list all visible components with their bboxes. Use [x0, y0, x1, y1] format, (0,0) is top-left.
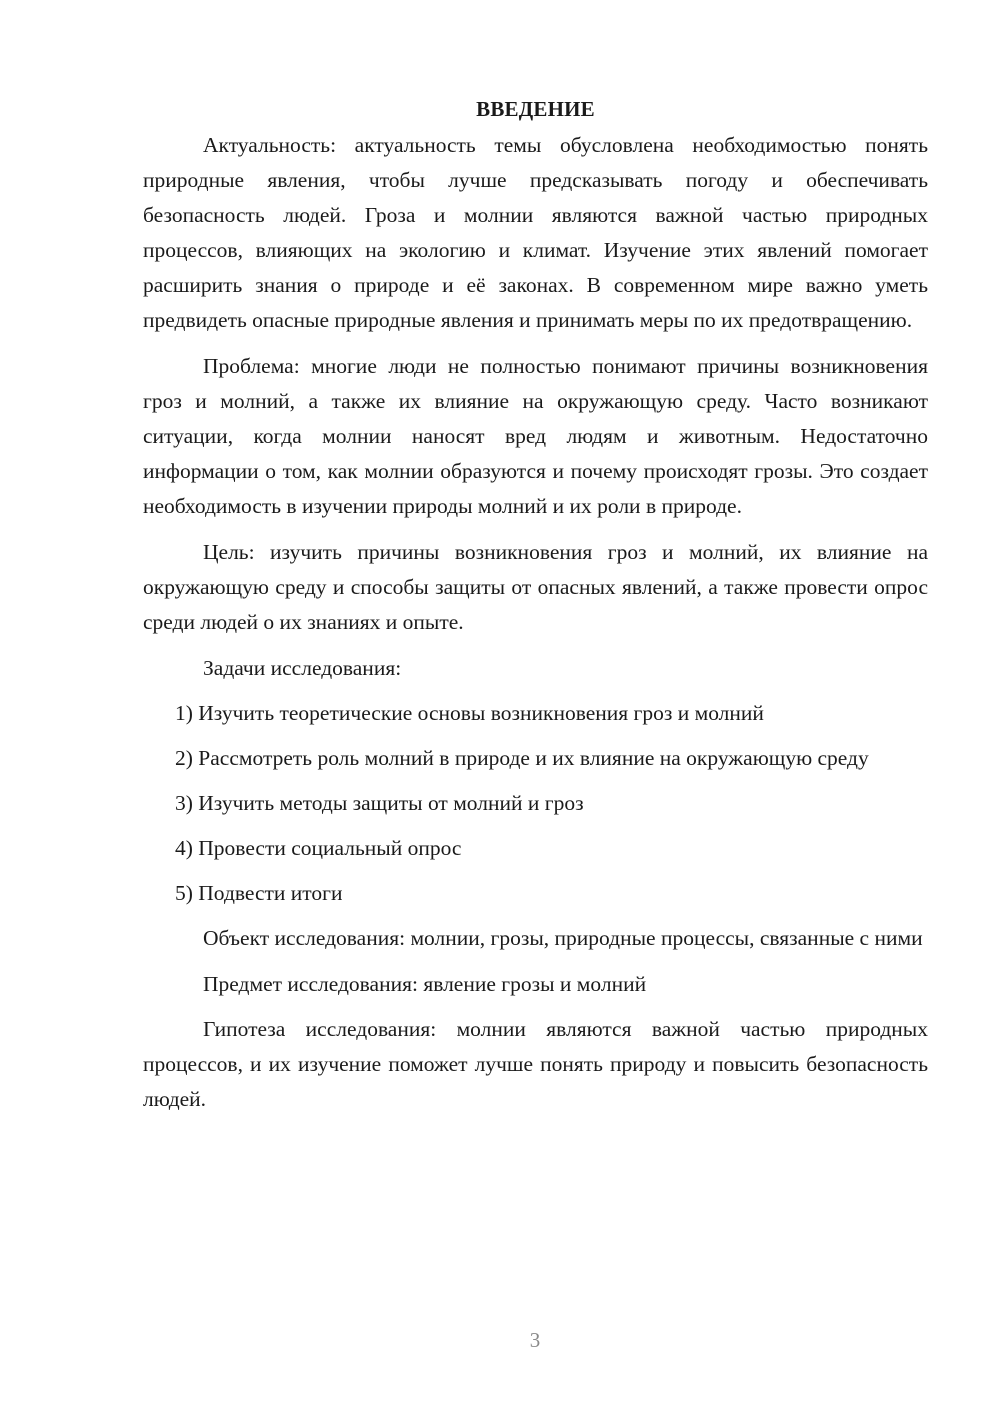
task-item: 1) Изучить теоретические основы возникновения гроз и молний: [175, 701, 764, 725]
tasks-heading: Задачи исследования:: [203, 656, 402, 680]
task-item: 5) Подвести итоги: [175, 881, 343, 905]
task-item: 4) Провести социальный опрос: [175, 836, 462, 860]
page-content: [143, 92, 928, 1128]
problem-paragraph: Проблема: многие люди не полностью понимают причины возникновения гроз и молний, а также их влияние на окружающую среду. Часто возникают ситуации, когда молнии наносят вред людям и животным. Недостаточно информации о том, как молнии образуются и почему происходят грозы. Это создает необходимость в изучении природы молний и их роли в природе.: [143, 354, 928, 518]
hypothesis-paragraph: Гипотеза исследования: молнии являются важной частью природных процессов, и их изучение поможет лучше понять природу и повысить безопасность людей.: [143, 1017, 928, 1111]
section-title: ВВЕДЕНИЕ: [476, 97, 595, 121]
object-paragraph: Объект исследования: молнии, грозы, природные процессы, связанные с ними: [203, 926, 923, 950]
relevance-paragraph: Актуальность: актуальность темы обусловлена необходимостью понять природные явления, чтобы лучше предсказывать погоду и обеспечивать безопасность людей. Гроза и молнии являются важной частью природных процессов, влияющих на экологию и климат. Изучение этих явлений помогает расширить знания о природе и её законах. В современном мире важно уметь предвидеть опасные природные явления и принимать меры по их предотвращению.: [143, 133, 928, 332]
goal-paragraph: Цель: изучить причины возникновения гроз и молний, их влияние на окружающую среду и способы защиты от опасных явлений, а также провести опрос среди людей о их знаниях и опыте.: [143, 540, 928, 634]
page-number: 3: [529, 1328, 541, 1352]
task-item: 2) Рассмотреть роль молний в природе и их влияние на окружающую среду: [175, 746, 869, 770]
task-item: 3) Изучить методы защиты от молний и гроз: [175, 791, 584, 815]
subject-paragraph: Предмет исследования: явление грозы и молний: [203, 972, 647, 996]
